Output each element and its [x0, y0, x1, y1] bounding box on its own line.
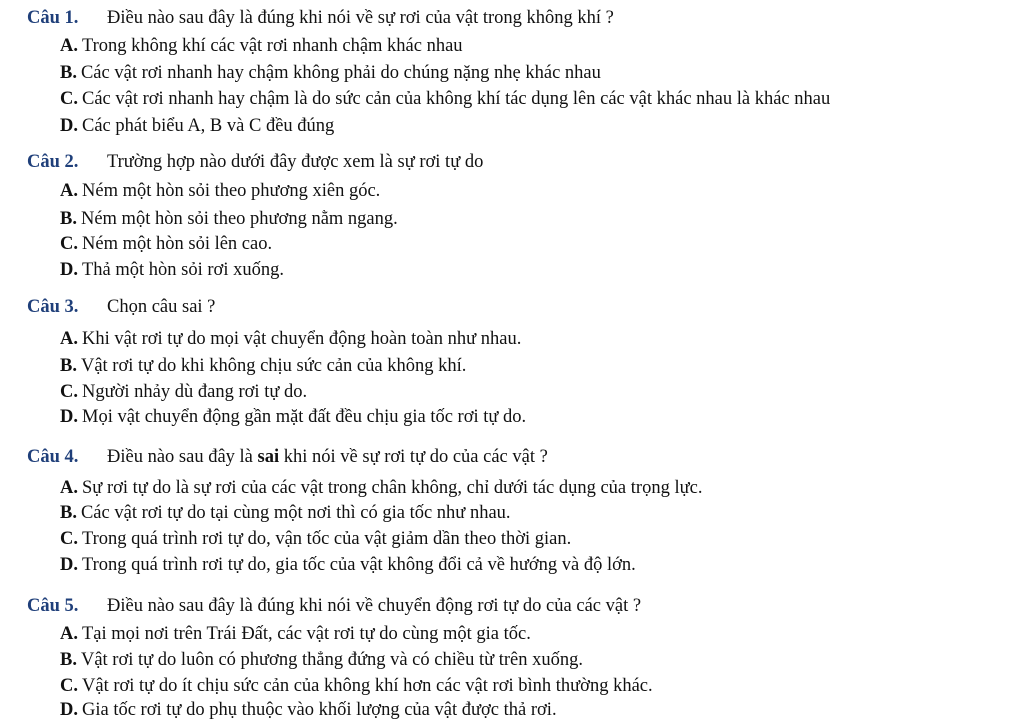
question-stem: Điều nào sau đây là đúng khi nói về chuyển động rơi tự do của các vật ?	[107, 596, 642, 616]
option-text: Trong không khí các vật rơi nhanh chậm khác nhau	[82, 36, 463, 56]
option-text: Ném một hòn sỏi theo phương xiên góc.	[82, 181, 381, 201]
option-text: Ném một hòn sỏi lên cao.	[82, 234, 273, 254]
option-b	[60, 61, 601, 85]
question-stem: Điều nào sau đây là đúng khi nói về sự rơi của vật trong không khí ?	[107, 8, 614, 28]
option-text: Mọi vật chuyển động gần mặt đất đều chịu gia tốc rơi tự do.	[82, 407, 527, 427]
option-letter: B.	[60, 209, 77, 229]
question-number: Câu 2.	[27, 152, 79, 172]
option-text: Ném một hòn sỏi theo phương nằm ngang.	[80, 209, 398, 229]
option-letter: D.	[60, 407, 78, 427]
option-letter: A.	[60, 36, 78, 56]
option-text: Trong quá trình rơi tự do, gia tốc của vật không đổi cả về hướng và độ lớn.	[82, 555, 636, 575]
option-letter: A.	[60, 181, 78, 201]
option-a	[60, 327, 521, 351]
option-text: Các vật rơi nhanh hay chậm là do sức cản của không khí tác dụng lên các vật khác nhau là khác nhau	[82, 89, 831, 109]
option-d	[60, 698, 557, 722]
question-1-stem-line	[27, 6, 614, 30]
question-4-stem-line	[27, 445, 548, 469]
option-letter: B.	[60, 650, 77, 670]
option-text: Vật rơi tự do luôn có phương thẳng đứng và có chiều từ trên xuống.	[80, 650, 584, 670]
option-text: Gia tốc rơi tự do phụ thuộc vào khối lượng của vật được thả rơi.	[82, 700, 557, 720]
option-letter: C.	[60, 382, 78, 402]
option-letter: A.	[60, 478, 78, 498]
option-a	[60, 622, 531, 646]
option-c	[60, 232, 272, 256]
option-c	[60, 527, 571, 551]
option-c	[60, 87, 830, 111]
option-b	[60, 648, 583, 672]
question-stem: Trường hợp nào dưới đây được xem là sự rơi tự do	[107, 152, 484, 172]
question-2-stem-line	[27, 150, 483, 174]
option-text: Các vật rơi tự do tại cùng một nơi thì có gia tốc như nhau.	[80, 503, 511, 523]
option-text: Tại mọi nơi trên Trái Đất, các vật rơi tự do cùng một gia tốc.	[82, 624, 531, 644]
option-letter: D.	[60, 700, 78, 720]
option-d	[60, 258, 284, 282]
option-text: Sự rơi tự do là sự rơi của các vật trong chân không, chỉ dưới tác dụng của trọng lực.	[82, 478, 703, 498]
option-letter: C.	[60, 529, 78, 549]
question-5-stem-line	[27, 594, 641, 618]
option-a	[60, 179, 380, 203]
question-number: Câu 1.	[27, 8, 79, 28]
option-letter: B.	[60, 503, 77, 523]
option-letter: B.	[60, 356, 77, 376]
option-letter: D.	[60, 116, 78, 136]
question-number: Câu 3.	[27, 297, 79, 317]
question-stem: Chọn câu sai ?	[107, 297, 216, 317]
option-letter: C.	[60, 676, 78, 696]
option-d	[60, 405, 526, 429]
question-3-stem-line	[27, 295, 215, 319]
option-letter: D.	[60, 555, 78, 575]
option-text: Các vật rơi nhanh hay chậm không phải do chúng nặng nhẹ khác nhau	[80, 63, 601, 83]
option-text: Vật rơi tự do khi không chịu sức cản của không khí.	[80, 356, 467, 376]
option-text: Khi vật rơi tự do mọi vật chuyển động hoàn toàn như nhau.	[82, 329, 522, 349]
option-letter: C.	[60, 234, 78, 254]
question-number: Câu 5.	[27, 596, 79, 616]
option-letter: D.	[60, 260, 78, 280]
question-number: Câu 4.	[27, 447, 79, 467]
option-text: Vật rơi tự do ít chịu sức cản của không khí hơn các vật rơi bình thường khác.	[82, 676, 653, 696]
option-letter: B.	[60, 63, 77, 83]
option-b	[60, 501, 511, 525]
option-a	[60, 34, 463, 58]
option-b	[60, 354, 466, 378]
option-text: Trong quá trình rơi tự do, vận tốc của vật giảm dần theo thời gian.	[82, 529, 572, 549]
option-letter: A.	[60, 329, 78, 349]
question-stem-emphasis: sai	[257, 447, 280, 467]
option-text: Các phát biểu A, B và C đều đúng	[82, 116, 335, 136]
option-d	[60, 114, 334, 138]
question-stem-before: Điều nào sau đây là	[107, 447, 258, 467]
question-stem-after: khi nói về sự rơi tự do của các vật ?	[279, 447, 548, 467]
option-letter: C.	[60, 89, 78, 109]
option-b	[60, 207, 398, 231]
option-letter: A.	[60, 624, 78, 644]
option-c	[60, 674, 653, 698]
option-d	[60, 553, 636, 577]
option-text: Người nhảy dù đang rơi tự do.	[82, 382, 308, 402]
option-text: Thả một hòn sỏi rơi xuống.	[82, 260, 284, 280]
option-a	[60, 476, 702, 500]
option-c	[60, 380, 307, 404]
